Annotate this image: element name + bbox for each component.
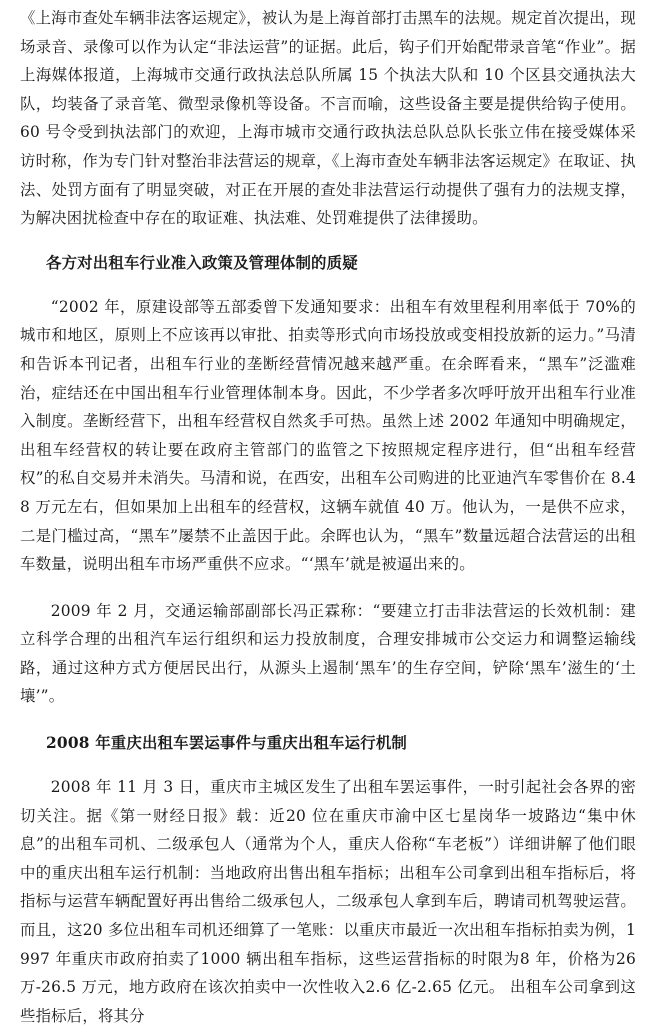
spacer <box>20 711 636 729</box>
spacer <box>20 233 636 249</box>
paragraph-chongqing-strike: 2008 年 11 月 3 日，重庆市主城区发生了出租车罢运事件，一时引起社会各界的密切关注。据《第一财经日报》载：近20 位在重庆市渝中区七星岗华一坡路边“集中休息”的出租车司机、二级承包人（通常为个人，重庆人俗称“车老板”）详细讲解了他们眼中的重庆出租车运行机制：当地政府出售出租车指标；出租车公司拿到出租车指标后，将指标与运营车辆配置好再出售给二级承包人，二级承包人拿到车后，聘请司机驾驶运营。而且，这20 多位出租车司机还细算了一笔账：以重庆市最近一次出租车指标拍卖为例，1997 年重庆市政府拍卖了1000 辆出租车指标，这些运营指标的时限为8 年，价格为26万-26.5 万元，地方政府在该次拍卖中一次性收入2.6 亿-2.65 亿元。 出租车公司拿到这些指标后，将其分 <box>20 778 636 1025</box>
spacer <box>20 277 636 293</box>
spacer <box>20 757 636 773</box>
section-heading-chongqing-strike: 2008 年重庆出租车罢运事件与重庆出租车运行机制 <box>46 734 408 753</box>
paragraph-2009-statement: 2009 年 2 月，交通运输部副部长冯正霖称：“要建立打击非法营运的长效机制：建立科学合理的出租汽车运行组织和运力投放制度，合理安排城市公交运力和调整运输线路，通过这种方式方便居民出行，从源头上遏制‘黑车’的生存空间，铲除‘黑车’滋生的‘土壤’”。 <box>20 601 636 706</box>
paragraph-2002-notice: “2002 年，原建设部等五部委曾下发通知要求：出租车有效里程利用率低于 70%的城市和地区，原则上不应该再以审批、拍卖等形式向市场投放或变相投放新的运力。”马清和告诉本刊记者，出租车行业的垄断经营情况越来越严重。在余晖看来，“黑车”泛滥难治，症结还在中国出租车行业管理体制本身。因此，不少学者多次呼吁放开出租车行业准入制度。垄断经营下，出租车经营权自然炙手可热。虽然上述 2002 年通知中明确规定，出租车经营权的转让要在政府主管部门的监管之下按照规定程序进行，但“出租车经营权”的私自交易并未消失。马清和说，在西安，出租车公司购进的比亚迪汽车零售价在 8.48 万元左右，但如果加上出租车的经营权，这辆车就值 40 万。他认为，一是供不应求，二是门槛过高，“黑车”屡禁不止盖因于此。余晖也认为，“黑车”数量远超合法营运的出租车数量，说明出租车市场严重供不应求。“‘黑车’就是被逼出来的。 <box>20 297 636 574</box>
spacer <box>20 579 636 597</box>
paragraph-shanghai-regulation: 《上海市查处车辆非法客运规定》，被认为是上海首部打击黑车的法规。规定首次提出，现场录音、录像可以作为认定“非法运营”的证据。此后，钩子们开始配带录音笔“作业”。据上海媒体报道，上海城市交通行政执法总队所属 15 个执法大队和 10 个区县交通执法大队，均装备了录音笔、微型录像机等设备。不言而喻，这些设备主要是提供给钩子使用。60 号令受到执法部门的欢迎，上海市城市交通行政执法总队总队长张立伟在接受媒体采访时称，作为专门针对整治非法营运的规章，《上海市查处车辆非法客运规定》在取证、执法、处罚方面有了明显突破，对正在开展的查处非法营运行动提供了强有力的法规支撑，为解决困扰检查中存在的取证难、执法难、处罚难提供了法律援助。 <box>20 9 636 228</box>
section-heading-industry-access: 各方对出租车行业准入政策及管理体制的质疑 <box>46 253 358 272</box>
